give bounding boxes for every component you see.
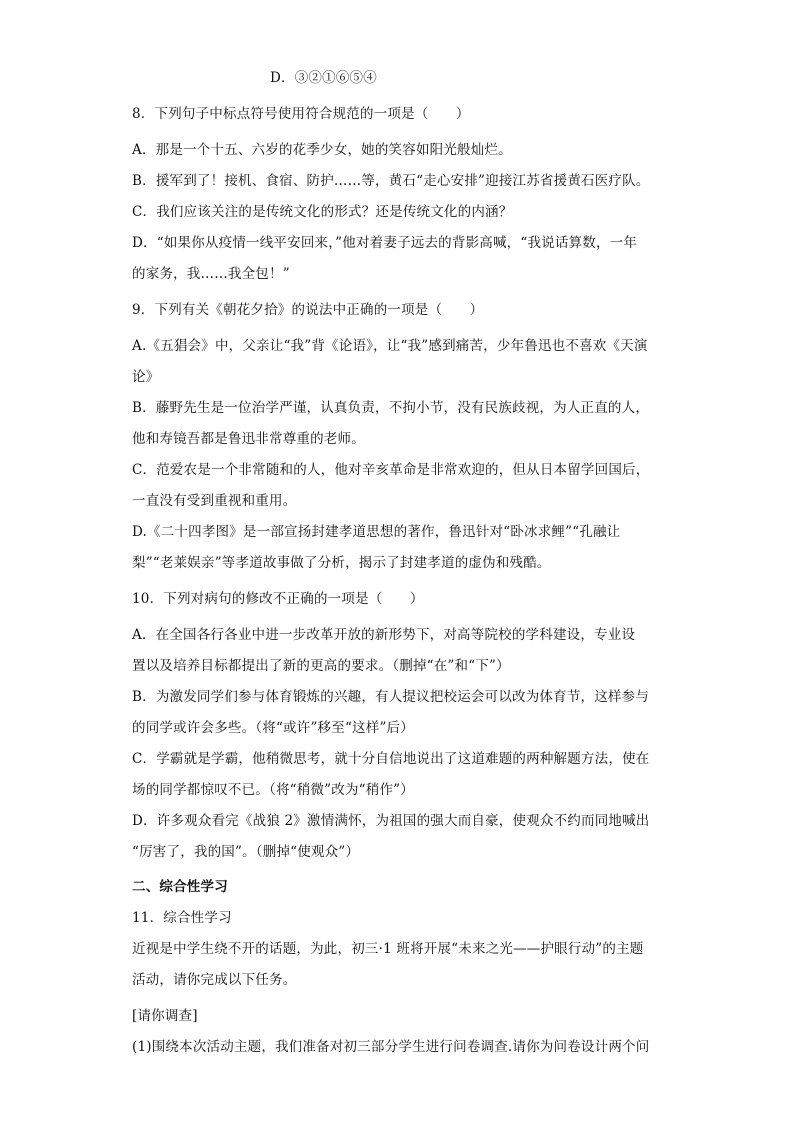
- q8-option-a: A．那是一个十五、六岁的花季少女，她的笑容如阳光般灿烂。: [132, 142, 512, 158]
- q10-option-d-line2: “厉害了，我的国”。（删掉“使观众”）: [132, 844, 360, 860]
- q9-option-a-line1: A.《五猖会》中，父亲让“我”背《论语》，让“我”感到痛苦，少年鲁迅也不喜欢《天演: [132, 338, 648, 354]
- q10-option-c-line1: C．学霸就是学霸，他稍微思考，就十分自信地说出了这道难题的两种解题方法，使在: [132, 751, 650, 767]
- q11-intro-line1: 近视是中学生绕不开的话题，为此，初三·1 班将开展“未来之光——护眼行动”的主题: [132, 941, 644, 957]
- q10-option-d-line1: D．许多观众看完《战狼 2》激情满怀，为祖国的强大而自豪，使观众不约而同地喊出: [132, 813, 650, 829]
- question-10: 10．下列对病句的修改不正确的一项是（ ）: [132, 591, 424, 607]
- task-survey-item-1: (1)围绕本次活动主题，我们准备对初三部分学生进行问卷调查.请你为问卷设计两个问: [132, 1039, 650, 1055]
- q10-option-b-line2: 的同学或许会多些。（将“或许”移至“这样”后）: [132, 720, 414, 736]
- q10-option-c-line2: 场的同学都惊叹不已。（将“稍微”改为“稍作”）: [132, 782, 414, 798]
- q8-option-c: C．我们应该关注的是传统文化的形式？还是传统文化的内涵？: [132, 204, 513, 220]
- q9-option-c-line2: 一直没有受到重视和重用。: [132, 493, 297, 509]
- q9-option-a-line2: 论》: [132, 369, 160, 385]
- q8-option-d-line2: 的家务，我……我全包！”: [132, 266, 290, 282]
- q9-option-d-line1: D.《二十四孝图》是一部宣扬封建孝道思想的著作，鲁迅针对“卧冰求鲤”“孔融让: [132, 524, 621, 540]
- q9-option-b-line1: B．藤野先生是一位治学严谨，认真负责，不拘小节，没有民族歧视，为人正直的人，: [132, 400, 650, 416]
- q9-option-c-line1: C．范爱农是一个非常随和的人，他对辛亥革命是非常欢迎的，但从日本留学回国后，: [132, 462, 650, 478]
- q9-option-b-line2: 他和寿镜吾都是鲁迅非常尊重的老师。: [132, 431, 365, 447]
- q8-option-d-line1: D．“如果你从疫情一线平安回来，”他对着妻子远去的背影高喊，“我说话算数，一年: [132, 235, 638, 251]
- q10-option-a-line2: 置以及培养目标都提出了新的更高的要求。（删掉“在”和“下”）: [132, 658, 510, 674]
- question-11: 11．综合性学习: [132, 910, 232, 926]
- option-d-q7: D．③②①⑥⑤④: [270, 70, 377, 86]
- q8-option-b: B．援军到了！接机、食宿、防护……等，黄石“走心安排”迎接江苏省援黄石医疗队。: [132, 173, 650, 189]
- q11-intro-line2: 活动，请你完成以下任务。: [132, 972, 297, 988]
- question-8: 8．下列句子中标点符号使用符合规范的一项是（ ）: [132, 106, 470, 122]
- section-heading-2: 二、综合性学习: [132, 879, 228, 895]
- task-survey-heading: [请你调查]: [132, 1008, 198, 1024]
- question-9: 9．下列有关《朝花夕拾》的说法中正确的一项是（ ）: [132, 302, 484, 318]
- q10-option-a-line1: A．在全国各行各业中进一步改革开放的新形势下，对高等院校的学科建设，专业设: [132, 627, 636, 643]
- q10-option-b-line1: B．为激发同学们参与体育锻炼的兴趣，有人提议把校运会可以改为体育节，这样参与: [132, 689, 650, 705]
- q9-option-d-line2: 梨”“老莱娱亲”等孝道故事做了分析，揭示了封建孝道的虚伪和残酷。: [132, 555, 551, 571]
